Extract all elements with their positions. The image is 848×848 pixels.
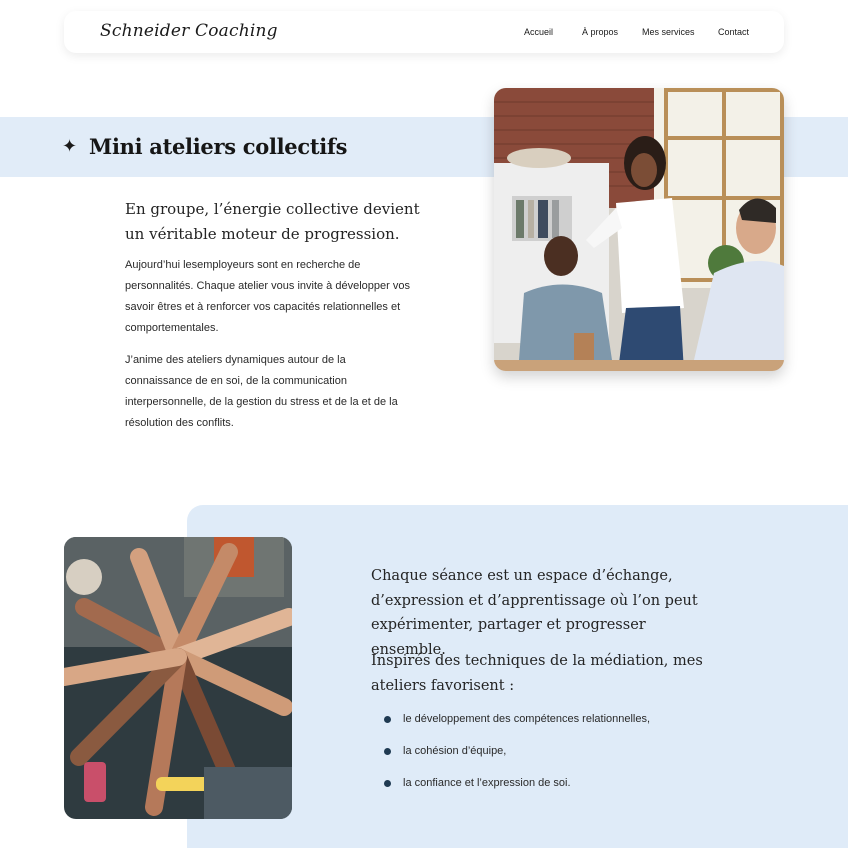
team-hands-photo [64, 537, 292, 819]
list-item: la confiance et l’expression de soi. [386, 777, 571, 789]
bullet-icon [384, 780, 391, 787]
bullet-icon [384, 748, 391, 755]
nav-a-propos[interactable]: À propos [582, 27, 619, 37]
section1-paragraph-2: J’anime des ateliers dynamiques autour de la connaissance de en soi, de la communication interpersonnelle, de la gestion du stress et de la et de la résolution des conflits. [125, 354, 398, 429]
section1-paragraph-1: Aujourd’hui lesemployeurs sont en recherche de personnalités. Chaque atelier vous invite à développer vos savoir êtres et à renforcer vos capacités relationnelles et comportementales. [125, 259, 410, 334]
section2-paragraph-1: Chaque séance est un espace d’échange, d’expression et d’apprentissage où l’on peut expérimenter, partager et progresser ensemble. [371, 568, 698, 658]
nav-services[interactable]: Mes services [642, 27, 695, 37]
list-item: la cohésion d’équipe, [386, 745, 506, 757]
list-item: le développement des compétences relationnelles, [386, 713, 650, 725]
section-title: Mini ateliers collectifs [89, 134, 348, 159]
sparkle-icon: ✦ [62, 136, 78, 156]
site-header [64, 11, 784, 53]
nav-accueil[interactable]: Accueil [524, 27, 554, 37]
section2-paragraph-2: Inspirés des techniques de la médiation, mes ateliers favorisent : [371, 653, 703, 694]
bullet-icon [384, 716, 391, 723]
nav-contact[interactable]: Contact [718, 27, 750, 37]
section1-lead: En groupe, l’énergie collective devient un véritable moteur de progression. [125, 200, 420, 243]
workshop-photo [494, 88, 784, 371]
site-logo[interactable]: Schneider Coaching [100, 21, 278, 41]
